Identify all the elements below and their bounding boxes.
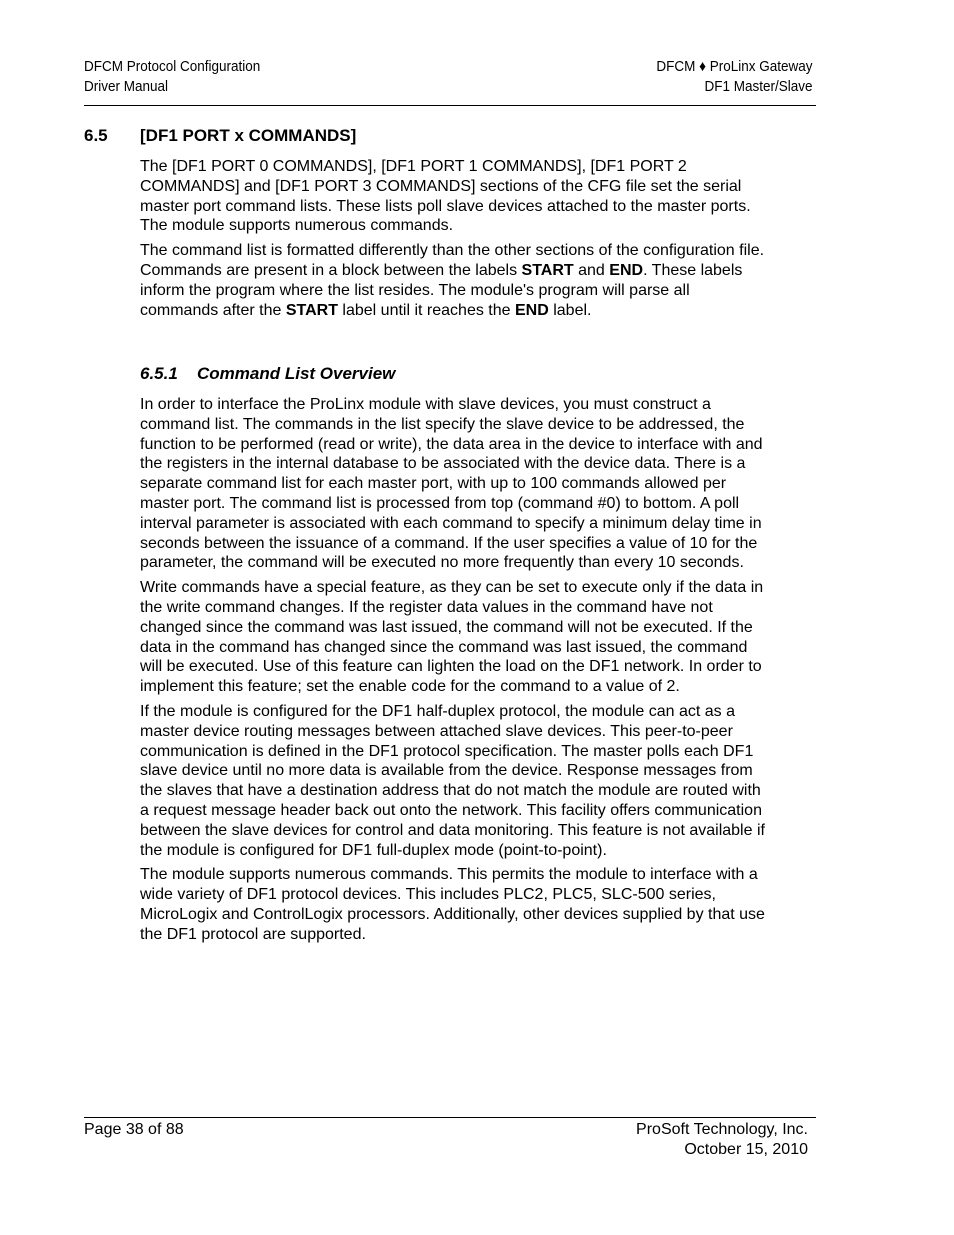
text-run: label until it reaches the bbox=[337, 301, 515, 319]
section-title: [DF1 PORT x COMMANDS] bbox=[140, 126, 357, 145]
subsection-paragraph-1: In order to interface the ProLinx module with slave devices, you must construct a command list. The commands in the list specify the slave device to be addressed, the function to be performed (read or write), the data area in the device to interface with and the registers in the internal database to be associated with the device data. There is a separate command list for each master port, with up to 100 commands allowed per master port. The command list is processed from top (command #0) to bottom. A poll interval parameter is associated with each command to specify a minimum delay time in seconds between the issuance of a command. If the user specifies a value of 10 for the parameter, the command will be executed no more frequently than every 10 seconds. bbox=[140, 396, 763, 572]
diamond-icon: ♦ bbox=[699, 58, 707, 75]
subsection-paragraph-4: The module supports numerous commands. This permits the module to interface with a wide variety of DF1 protocol devices. This includes PLC2, PLC5, SLC-500 series, MicroLogix and ControlLogix processors. Additionally, other devices supplied by that use the DF1 protocol are supported. bbox=[140, 866, 765, 943]
header-right bbox=[657, 57, 813, 96]
subsection-title: Command List Overview bbox=[197, 364, 396, 383]
header-protocol: DF1 Master/Slave bbox=[704, 77, 813, 95]
subsection-body bbox=[140, 395, 770, 950]
section-number: 6.5 bbox=[84, 126, 108, 145]
text-run: The command list is formatted differently than the other sections of the configuration file. Commands are present in a block between the labels bbox=[140, 242, 765, 279]
section-heading bbox=[84, 126, 356, 146]
section-body bbox=[140, 157, 770, 325]
keyword-start: START bbox=[521, 261, 574, 279]
subsection-paragraph-2: Write commands have a special feature, as they can be set to execute only if the data in the write command changes. If the register data values in the command have not changed since the command was last issued, the command will not be executed. If the data in the command has changed since the command was last issued, the command will be executed. Use of this feature can lighten the load on the DF1 network. In order to implement this feature; set the enable code for the command to a value of 2. bbox=[140, 579, 764, 696]
text-run: and bbox=[573, 261, 610, 279]
section-paragraph-1: The [DF1 PORT 0 COMMANDS], [DF1 PORT 1 COMMANDS], [DF1 PORT 2 COMMANDS] and [DF1 PORT 3 COMMANDS] sections of the CFG file set the serial master port command lists. These lists poll slave devices attached to the master ports. The module supports numerous commands. bbox=[140, 158, 751, 235]
text-run: label. bbox=[548, 301, 592, 319]
header-doc-title: DFCM Protocol Configuration bbox=[84, 58, 261, 75]
footer-divider bbox=[84, 1117, 816, 1118]
subsection-paragraph-3: If the module is configured for the DF1 half-duplex protocol, the module can act as a master device routing messages between attached slave devices. This peer-to-peer communication is defined in the DF1 protocol specification. The master polls each DF1 slave device until no more data is available from the device. Response messages from the slaves that have a destination address that do not match the module are routed with a request message header back out onto the network. This facility offers communication between the slave devices for control and data monitoring. This feature is not available if the module is configured for DF1 full-duplex mode (point-to-point). bbox=[140, 702, 765, 859]
subsection-heading bbox=[140, 364, 395, 384]
keyword-end: END bbox=[609, 261, 644, 279]
footer-right bbox=[636, 1120, 808, 1160]
subsection-number: 6.5.1 bbox=[140, 364, 178, 383]
section-paragraph-2 bbox=[140, 241, 770, 320]
header-product bbox=[657, 57, 813, 77]
footer-page-number: Page 38 of 88 bbox=[84, 1121, 184, 1138]
header-product-a: DFCM bbox=[656, 58, 696, 75]
header-product-b: ProLinx Gateway bbox=[710, 58, 813, 75]
footer-company: ProSoft Technology, Inc. bbox=[636, 1121, 808, 1138]
header-divider bbox=[84, 105, 816, 106]
text-run: . These labels inform the program where the list resides. The module's program will parse all commands after the bbox=[140, 261, 743, 319]
keyword-start: START bbox=[285, 301, 338, 319]
keyword-end: END bbox=[514, 301, 549, 319]
header-doc-subtitle: Driver Manual bbox=[84, 77, 169, 95]
header-left bbox=[84, 57, 260, 96]
footer-date: October 15, 2010 bbox=[684, 1141, 808, 1158]
